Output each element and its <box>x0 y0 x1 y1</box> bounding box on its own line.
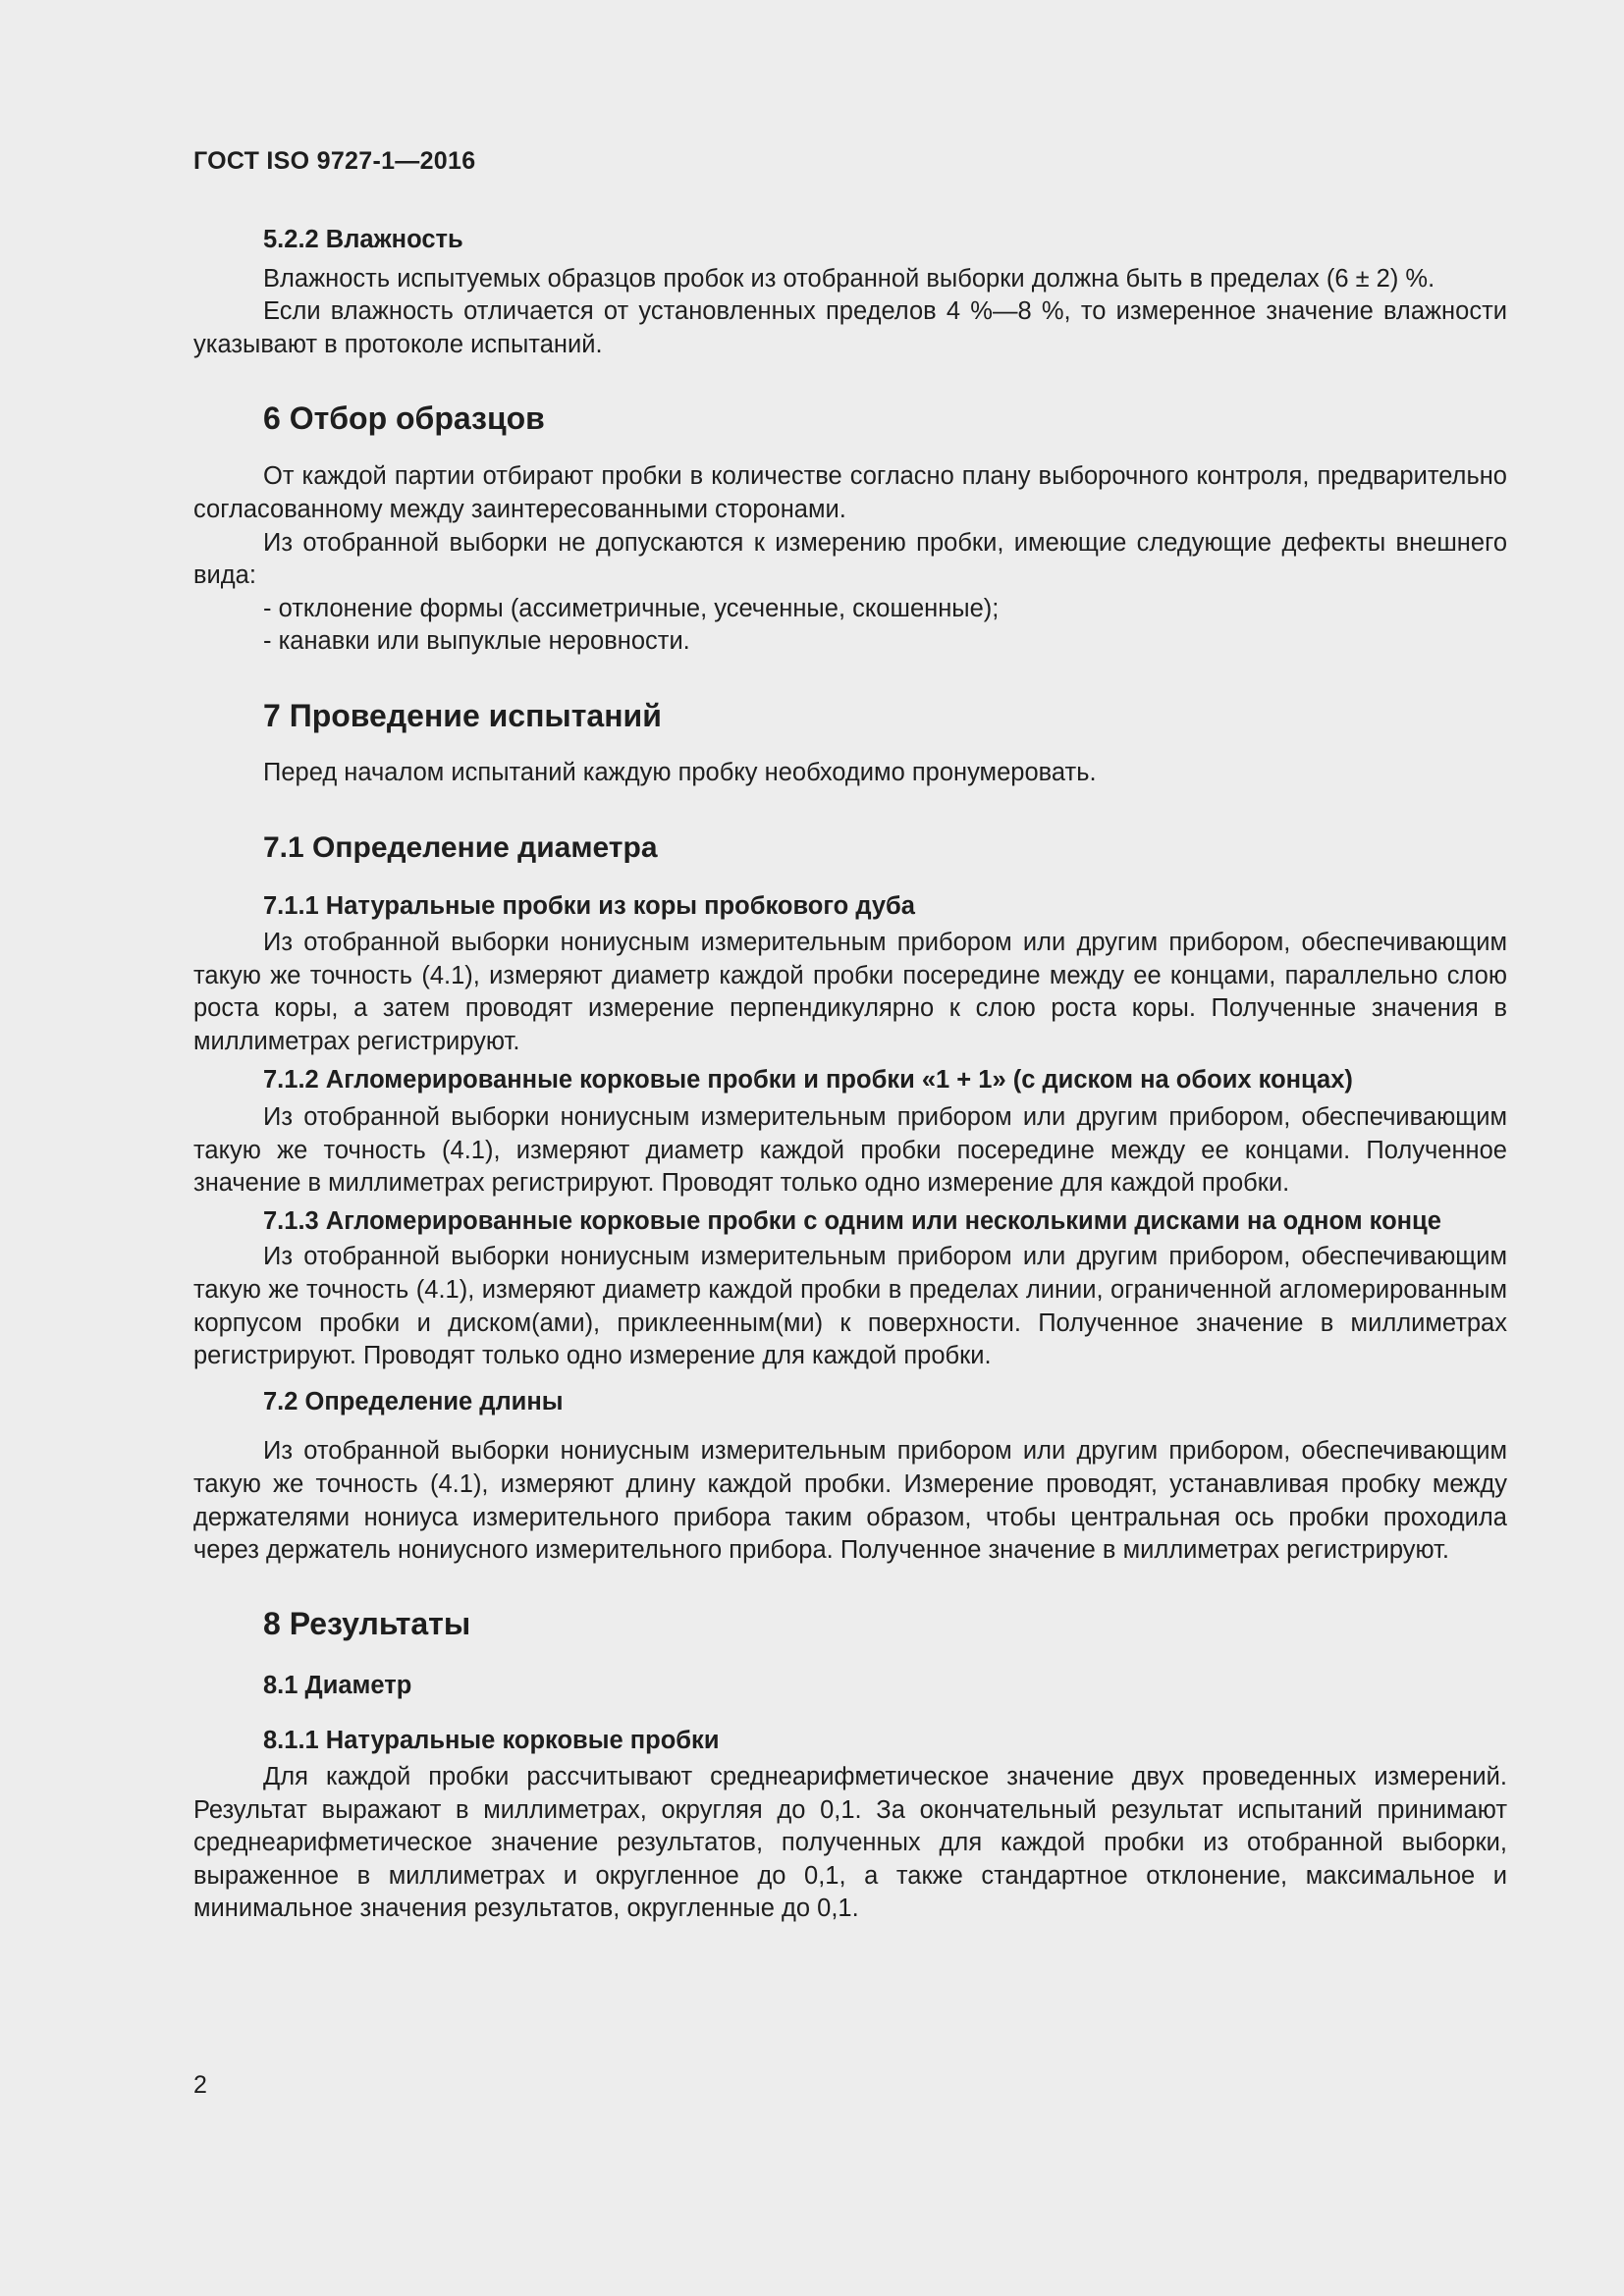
list-item: - канавки или выпуклые неровности. <box>263 627 690 656</box>
paragraph: Влажность испытуемых образцов пробок из отобранной выборки должна быть в пределах (6 ± 2) %. <box>263 264 1435 293</box>
heading-7-1-2: 7.1.2 Агломерированные корковые пробки и пробки «1 + 1» (с диском на обоих концах) <box>263 1065 1353 1094</box>
heading-7: 7 Проведение испытаний <box>263 697 662 733</box>
paragraph: Из отобранной выборки не допускаются к измерению пробки, имеющие следующие дефекты внешнего вида: <box>193 528 1507 590</box>
heading-7-2: 7.2 Определение длины <box>263 1387 564 1415</box>
heading-8-1: 8.1 Диаметр <box>263 1671 412 1699</box>
heading-5-2-2: 5.2.2 Влажность <box>263 226 463 253</box>
paragraph: Из отобранной выборки нониусным измерительным прибором или другим прибором, обеспечивающим такую же точность (4.1), измеряют диаметр каждой пробки посередине между ее концами. Полученное значение в миллиметрах регистрируют. Проводят только одно измерение для каждой пробки. <box>193 1103 1507 1198</box>
page-number: 2 <box>193 2071 207 2099</box>
paragraph: Из отобранной выборки нониусным измерительным прибором или другим прибором, обеспечивающим такую же точность (4.1), измеряют диаметр каждой пробки в пределах линии, ограниченной агломерированным корпусом пробки и диском(ами), приклеенным(ми) к поверхности. Полученное значение в миллиметрах регистрируют. Проводят только одно измерение для каждой пробки. <box>193 1243 1507 1370</box>
document-header: ГОСТ ISO 9727-1—2016 <box>193 147 476 175</box>
paragraph: Из отобранной выборки нониусным измерительным прибором или другим прибором, обеспечивающим такую же точность (4.1), измеряют длину каждой пробки. Измерение проводят, устанавливая пробку между держателями нониуса измерительного прибора таким образом, чтобы центральная ось пробки проходила через держатель нониусного измерительного прибора. Полученное значение в миллиметрах регистрируют. <box>193 1437 1507 1565</box>
heading-7-1: 7.1 Определение диаметра <box>263 830 658 864</box>
heading-7-1-3: 7.1.3 Агломерированные корковые пробки с одним или несколькими дисками на одном конце <box>263 1206 1441 1235</box>
heading-6: 6 Отбор образцов <box>263 400 545 437</box>
document-body <box>193 224 1507 1926</box>
heading-7-1-1: 7.1.1 Натуральные пробки из коры пробкового дуба <box>263 891 915 920</box>
list-item: - отклонение формы (ассиметричные, усеченные, скошенные); <box>263 594 1000 622</box>
paragraph: Перед началом испытаний каждую пробку необходимо пронумеровать. <box>263 758 1097 786</box>
heading-8: 8 Результаты <box>263 1605 471 1641</box>
heading-8-1-1: 8.1.1 Натуральные корковые пробки <box>263 1727 720 1755</box>
paragraph: Если влажность отличается от установленных пределов 4 %—8 %, то измеренное значение влажности указывают в протоколе испытаний. <box>193 297 1507 358</box>
paragraph: Для каждой пробки рассчитывают среднеарифметическое значение двух проведенных измерений. Результат выражают в миллиметрах, округляя до 0,1. За окончательный результат испытаний принимают среднеарифметическое значение результатов, полученных для каждой пробки из отобранной выборки, выраженное в миллиметрах и округленное до 0,1, а также стандартное отклонение, максимальное и минимальное значения результатов, округленные до 0,1. <box>193 1763 1507 1923</box>
paragraph: Из отобранной выборки нониусным измерительным прибором или другим прибором, обеспечивающим такую же точность (4.1), измеряют диаметр каждой пробки посередине между ее концами, параллельно слою роста коры, а затем проводят измерение перпендикулярно к слою роста коры. Полученные значения в миллиметрах регистрируют. <box>193 929 1507 1055</box>
paragraph: От каждой партии отбирают пробки в количестве согласно плану выборочного контроля, предварительно согласованному между заинтересованными сторонами. <box>193 462 1507 523</box>
